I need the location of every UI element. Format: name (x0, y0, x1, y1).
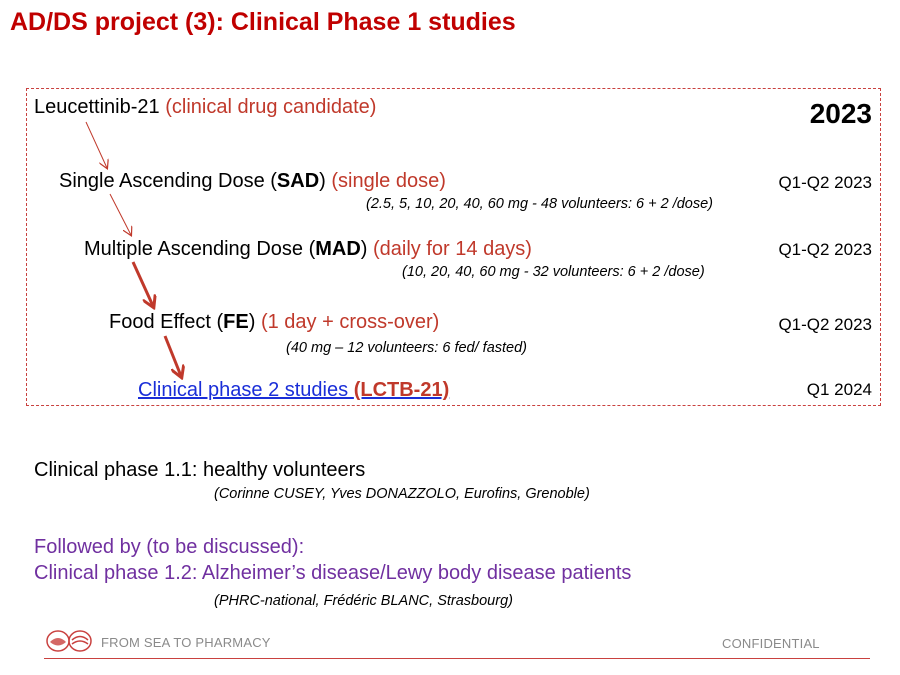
arrow-drug-to-sad (86, 122, 107, 168)
mad-date: Q1-Q2 2023 (778, 240, 872, 259)
mad-paren: (daily for 14 days) (373, 238, 532, 260)
fe-paren: (1 day + cross-over) (260, 311, 440, 333)
followed-by-heading: Followed by (to be discussed): (34, 536, 305, 558)
sad-date: Q1-Q2 2023 (778, 173, 872, 192)
phase2-link[interactable]: Clinical phase 2 studies (LCTB-21) (138, 379, 450, 401)
phase2-code: (LCTB-21) (353, 379, 450, 401)
footer-divider (44, 658, 870, 659)
fe-abbrev: FE (223, 311, 249, 333)
mad-abbrev: MAD (315, 238, 361, 260)
mad-line: Multiple Ascending Dose (MAD) (daily for 14 days) (84, 238, 532, 260)
sad-paren: (single dose) (331, 170, 446, 192)
footer-confidential: CONFIDENTIAL (722, 636, 820, 651)
footer-slogan: FROM SEA TO PHARMACY (101, 635, 271, 650)
company-logo-icon (44, 628, 96, 654)
page-title: AD/DS project (3): Clinical Phase 1 studies (10, 8, 516, 36)
phase12-heading: Clinical phase 1.2: Alzheimer’s disease/Lewy body disease patients (34, 562, 632, 584)
drug-name: Leucettinib-21 (34, 96, 160, 118)
year-label: 2023 (809, 98, 872, 129)
fe-note: (40 mg – 12 volunteers: 6 fed/ fasted) (286, 340, 527, 356)
drug-paren: (clinical drug candidate) (165, 96, 377, 118)
phase11-note: (Corinne CUSEY, Yves DONAZZOLO, Eurofins, Grenoble) (214, 486, 590, 502)
sad-line: Single Ascending Dose (SAD) (single dose) (59, 170, 446, 192)
phase12-note: (PHRC-national, Frédéric BLANC, Strasbourg) (214, 593, 513, 609)
sad-abbrev: SAD (276, 170, 320, 192)
fe-line: Food Effect (FE) (1 day + cross-over) (109, 311, 440, 333)
arrow-sad-to-mad (110, 194, 131, 235)
arrow-mad-to-fe (133, 262, 153, 306)
phase2-date: Q1 2024 (806, 380, 872, 399)
sad-note: (2.5, 5, 10, 20, 40, 60 mg - 48 volunteers: 6 + 2 /dose) (366, 196, 714, 212)
fe-date: Q1-Q2 2023 (778, 315, 872, 334)
arrow-fe-to-phase2 (165, 336, 181, 376)
mad-note: (10, 20, 40, 60 mg - 32 volunteers: 6 + 2 /dose) (402, 264, 705, 280)
phase11-heading: Clinical phase 1.1: healthy volunteers (34, 459, 366, 481)
